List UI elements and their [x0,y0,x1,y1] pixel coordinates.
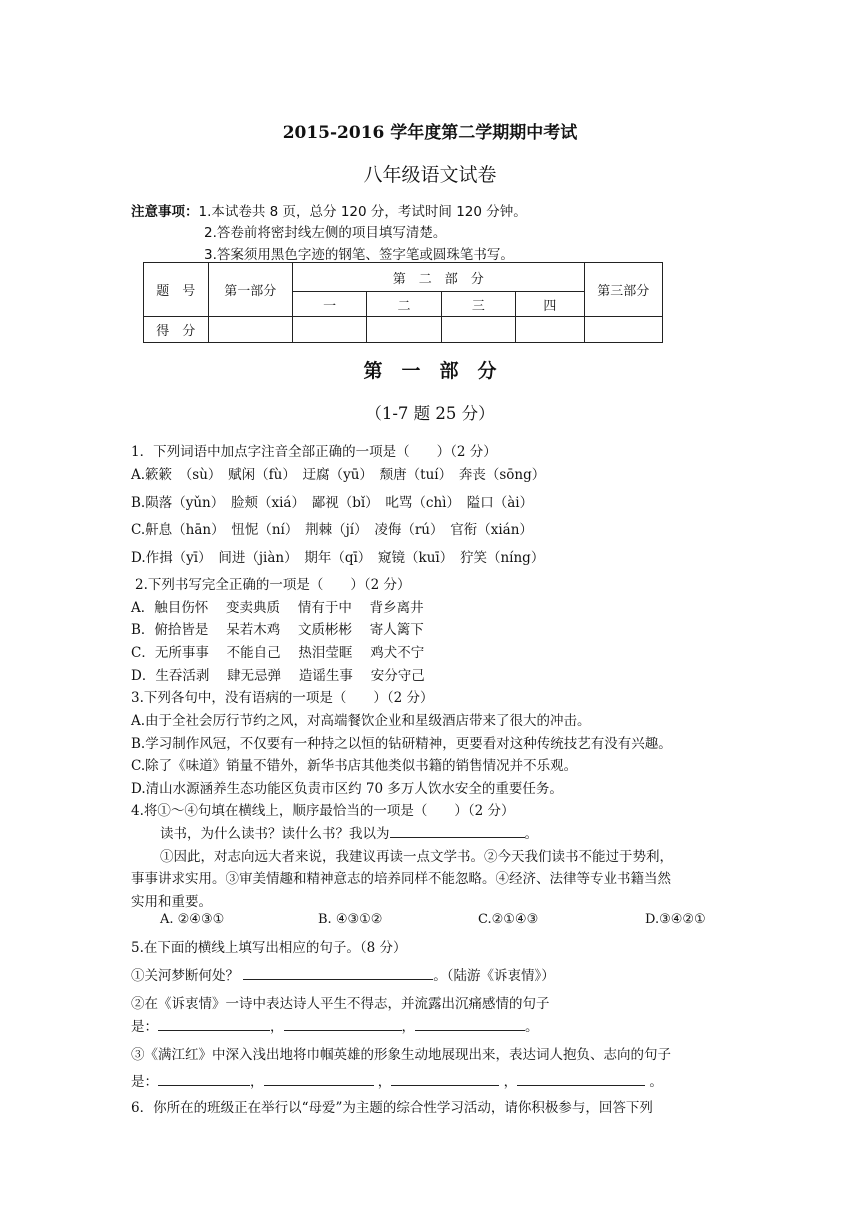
score-cell-4[interactable] [516,317,584,343]
table-sub-1: 一 [292,292,366,317]
q5-sep: ， [401,1019,415,1035]
part1-subtitle: （1-7 题 25 分） [365,404,495,423]
notes-item-1: 1.本试卷共 8 页，总分 120 分，考试时间 120 分钟。 [198,204,527,220]
table-score-label: 得 分 [144,317,209,343]
table-header-part3: 第三部分 [584,263,662,317]
q4-passage-line-3: 实用和重要。 [131,894,212,910]
q5-line-1 [131,964,555,984]
table-sub-3: 三 [441,292,515,317]
q5-l3-label: 是： [131,1074,158,1090]
q5-stem: 5.在下面的横线上填写出相应的句子。（8 分） [131,940,407,956]
q4-lead [160,822,538,842]
table-sub-2: 二 [367,292,441,317]
q1-stem: 1．下列词语中加点字注音全部正确的一项是（ ）（2 分） [131,444,497,460]
q5-line-2: ②在《诉衷情》一诗中表达诗人平生不得志，并流露出沉痛感情的句子 [131,996,550,1012]
q5-sep: ， [377,1074,392,1090]
q1-option-a: A.簌簌 （sù） 赋闲（fù） 迂腐（yū） 颓唐（tuí） 奔丧（sōng） [131,467,546,483]
q2-option-d: D．生吞活剥 肆无忌弹 造谣生事 安分守己 [131,668,425,684]
q5-sep: ， [503,1074,518,1090]
q5-end: 。 [525,1019,539,1035]
notes-line-1 [131,200,527,220]
score-cell-1[interactable] [292,317,366,343]
q3-option-a: A.由于全社会厉行节约之风，对高端餐饮企业和星级酒店带来了很大的冲击。 [131,713,591,729]
exam-title: 2015-2016 学年度第二学期期中考试 [282,123,578,143]
q5-line-3-answer [131,1070,663,1090]
q5-blank-3[interactable] [284,1016,402,1031]
q5-blank-2[interactable] [158,1016,270,1031]
q3-option-d: D.清山水源涵养生态功能区负责市区约 70 多万人饮水安全的重要任务。 [131,781,563,797]
q5-end: 。 [649,1074,663,1090]
q1-option-c: C.鼾息（hān） 忸怩（ní） 荆棘（jí） 凌侮（rú） 官衔（xián） [131,522,533,538]
q5-l2-label: 是： [131,1019,158,1035]
q2-option-c: C．无所事事 不能自己 热泪莹眶 鸡犬不宁 [131,645,425,661]
q3-stem: 3.下列各句中，没有语病的一项是（ ）（2 分） [131,690,434,706]
q5-l1-start: ①关河梦断何处？ [131,968,239,984]
table-header-part2: 第 二 部 分 [292,263,584,292]
q1-option-b: B.陨落（yǔn） 脸颊（xiá） 鄙视（bǐ） 叱骂（chì） 隘口（ài） [131,495,534,511]
table-header-part1: 第一部分 [208,263,292,317]
score-cell-part1[interactable] [208,317,292,343]
q5-blank-7[interactable] [391,1071,499,1086]
q4-blank[interactable] [390,823,525,838]
q6-stem: 6．你所在的班级正在举行以“母爱”为主题的综合性学习活动，请你积极参与，回答下列 [131,1100,653,1116]
q2-option-b: B．俯拾皆是 呆若木鸡 文质彬彬 寄人篱下 [131,622,424,638]
q5-line-2-answer [131,1015,539,1035]
q5-blank-1[interactable] [243,965,433,980]
q5-blank-5[interactable] [158,1071,250,1086]
q4-option-a: A. ②④③① [160,912,225,927]
q4-lead-end: 。 [524,826,538,842]
q2-stem: 2.下列书写完全正确的一项是（ ）（2 分） [135,577,411,593]
score-cell-3[interactable] [441,317,515,343]
q5-sep: ， [270,1019,284,1035]
paper-subtitle: 八年级语文试卷 [363,164,497,186]
score-cell-2[interactable] [367,317,441,343]
q3-option-b: B.学习制作风冠，不仅要有一种持之以恒的钻研精神，更要看对这种传统技艺有没有兴趣。 [131,736,672,752]
q4-passage-line-2: 事事讲求实用。③审美情趣和精神意志的培养同样不能忽略。④经济、法律等专业书籍当然 [131,871,671,887]
q5-line-3: ③《满江红》中深入浅出地将巾帼英雄的形象生动地展现出来，表达词人抱负、志向的句子 [131,1047,671,1063]
part1-title: 第 一 部 分 [363,360,497,382]
q5-blank-8[interactable] [517,1071,645,1086]
q5-blank-4[interactable] [415,1016,525,1031]
q1-option-d: D.作揖（yī） 间进（jiàn） 期年（qī） 窥镜（kuī） 狞笑（níng） [131,550,545,566]
notes-item-3: 3.答案须用黑色字迹的钢笔、签字笔或圆珠笔书写。 [204,247,514,263]
table-header-number: 题 号 [144,263,209,317]
score-table [143,262,663,343]
q4-option-c: C.②①④③ [478,912,539,927]
q3-option-c: C.除了《味道》销量不错外，新华书店其他类似书籍的销售情况并不乐观。 [131,758,578,774]
q4-lead-text: 读书，为什么读书？读什么书？我以为 [160,826,390,842]
notes-item-2: 2.答卷前将密封线左侧的项目填写清楚。 [204,225,447,241]
q2-option-a: A．触目伤怀 变卖典质 情有于中 背乡离井 [131,600,424,616]
q4-option-b: B. ④③①② [318,912,383,927]
table-sub-4: 四 [516,292,584,317]
q5-sep: ， [250,1074,264,1090]
q4-option-d: D.③④②① [645,912,706,927]
q5-blank-6[interactable] [264,1071,374,1086]
q4-stem: 4.将①～④句填在横线上，顺序最恰当的一项是（ ）（2 分） [131,803,515,819]
score-cell-part3[interactable] [584,317,662,343]
q5-l1-end: 。（陆游《诉衷情》） [433,968,555,984]
notes-label: 注意事项： [131,204,199,220]
q4-passage-line-1: ①因此，对志向远大者来说，我建议再读一点文学书。②今天我们读书不能过于势利， [160,849,673,865]
